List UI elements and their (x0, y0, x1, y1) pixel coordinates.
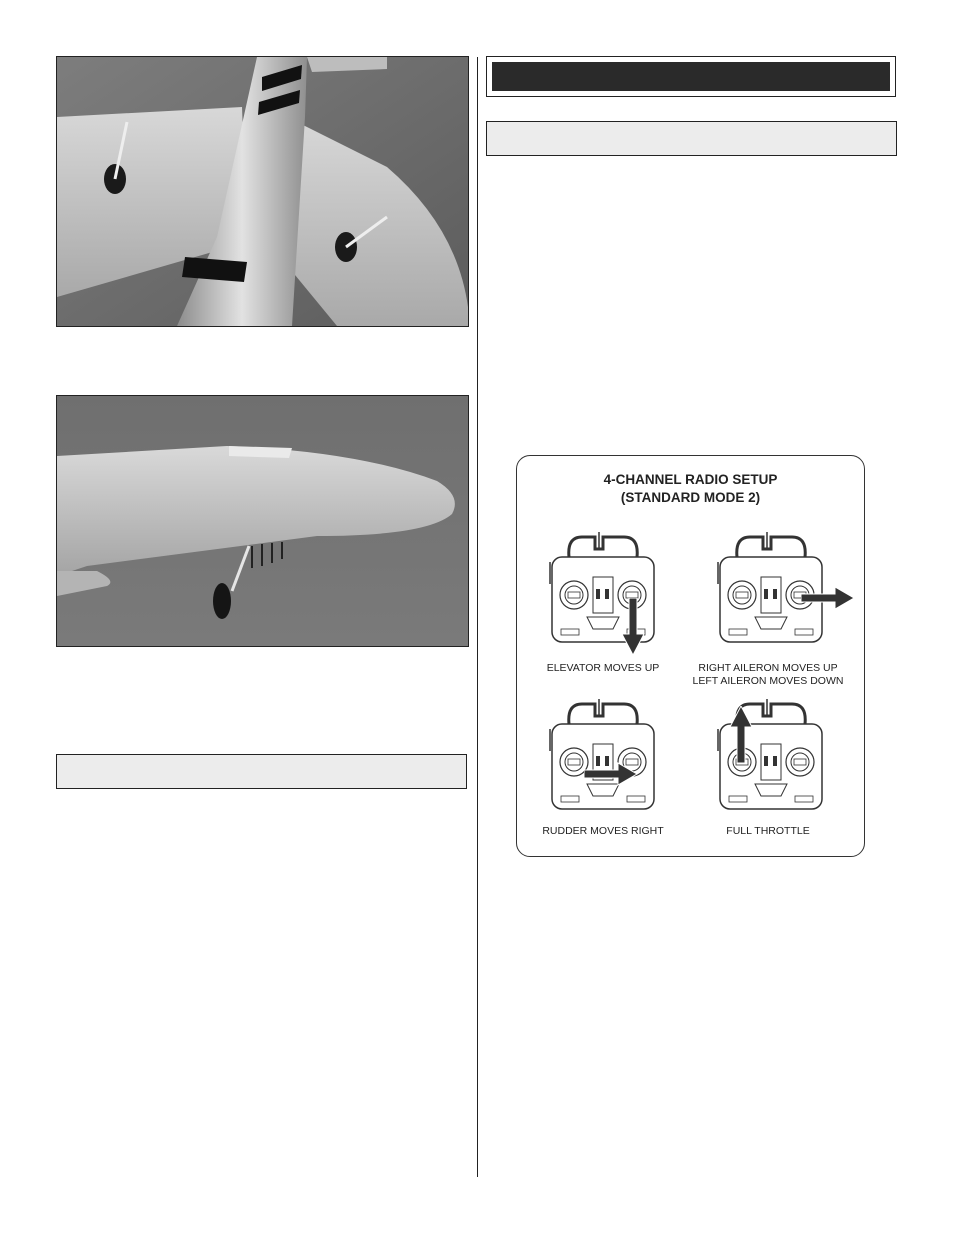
transmitter-rudder (547, 696, 659, 821)
arrow-down-icon (621, 598, 645, 656)
label-rudder: RUDDER MOVES RIGHT (542, 825, 664, 837)
photo-wing-landing-gear (56, 56, 469, 327)
diagram-title-line1: 4-CHANNEL RADIO SETUP (603, 472, 778, 487)
subheading-box-left (56, 754, 467, 789)
arrow-up-icon (729, 706, 753, 764)
diagram-title-line2: (STANDARD MODE 2) (620, 490, 761, 505)
section-banner-bar (492, 62, 890, 91)
photo-wing-tip (56, 395, 469, 647)
label-throttle: FULL THROTTLE (726, 825, 810, 837)
subheading-box-right (486, 121, 897, 156)
arrow-right-icon (801, 586, 855, 610)
radio-setup-diagram (516, 455, 865, 857)
arrow-right-icon (584, 762, 638, 786)
column-divider (477, 57, 478, 1177)
label-elevator: ELEVATOR MOVES UP (546, 662, 660, 674)
section-banner (486, 56, 896, 97)
label-aileron: RIGHT AILERON MOVES UP LEFT AILERON MOVES DOWN (692, 662, 844, 687)
